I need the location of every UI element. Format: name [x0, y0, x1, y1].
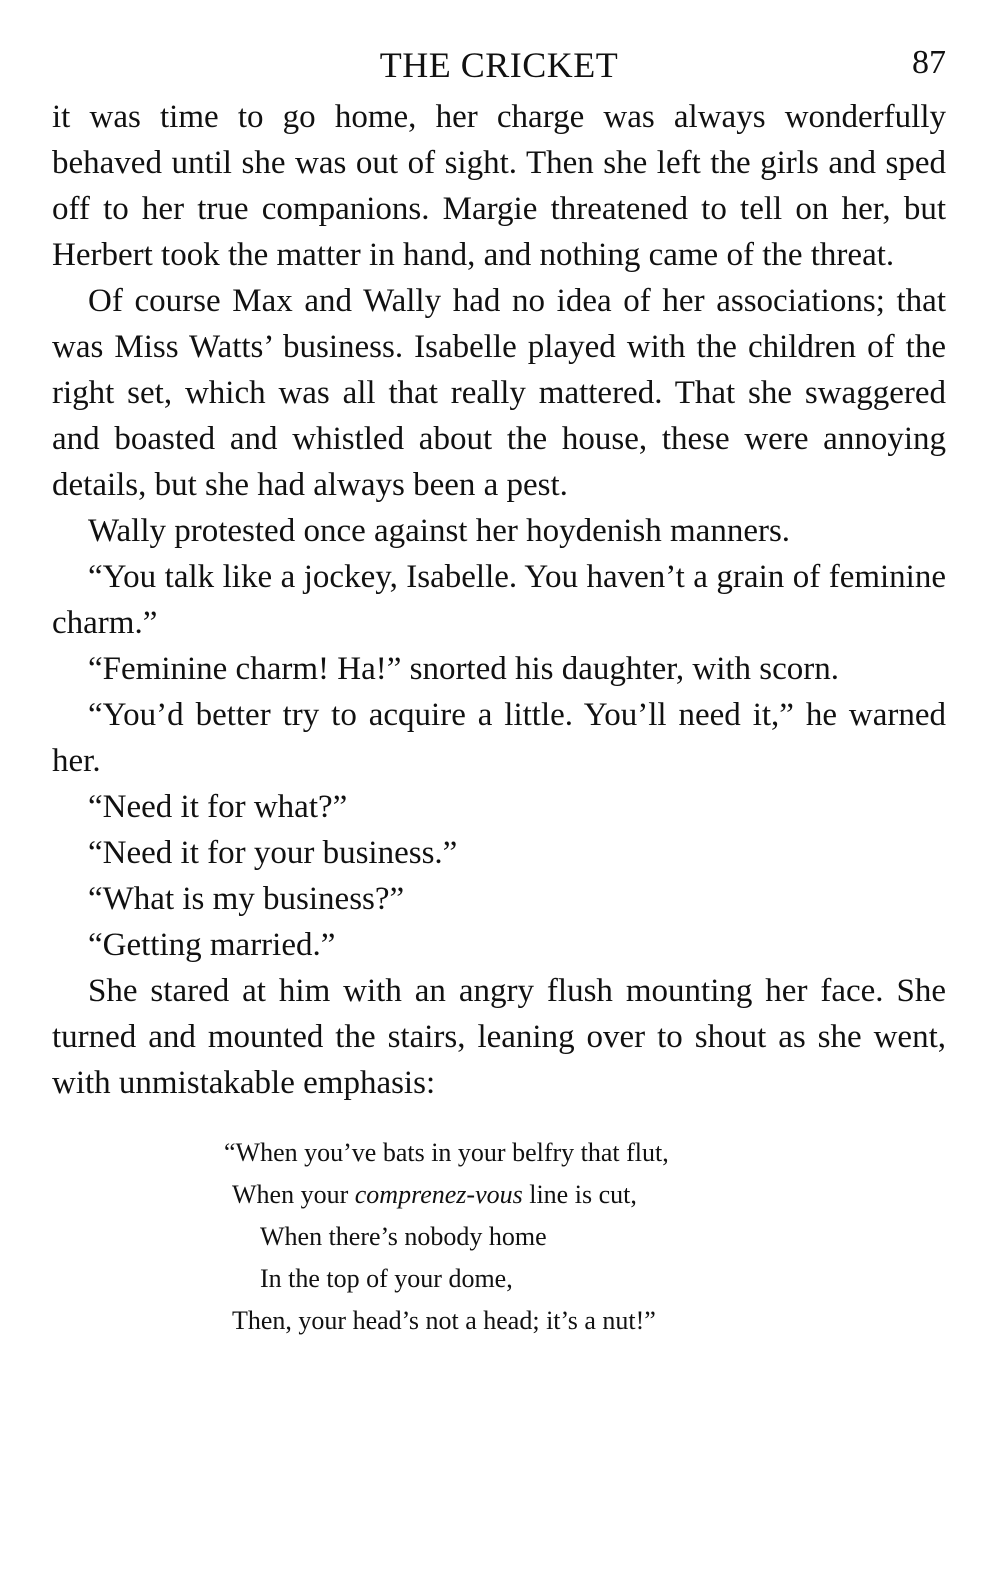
- book-page: [52, 38, 946, 1342]
- limerick-verse: [224, 1132, 946, 1342]
- verse-line: Then, your head’s not a head; it’s a nut!”: [232, 1306, 656, 1335]
- verse-line: When there’s nobody home: [260, 1222, 547, 1251]
- verse-text: line is cut,: [522, 1180, 637, 1209]
- dialogue-paragraph: “You’d better try to acquire a little. You’ll need it,” he warned her.: [52, 697, 946, 779]
- verse-text: When your: [232, 1180, 355, 1209]
- verse-italic-phrase: comprenez-vous: [354, 1180, 523, 1209]
- page-header: [52, 38, 946, 94]
- paragraph: Of course Max and Wally had no idea of her associations; that was Miss Watts’ business. Isabelle played with the children of the right set, which was all that really mattered. That she swaggered and boasted and whistled about the house, these were annoying details, but she had always been a pest.: [52, 283, 946, 503]
- verse-line: “When you’ve bats in your belfry that flut,: [224, 1138, 669, 1167]
- running-title: THE CRICKET: [379, 45, 619, 85]
- dialogue-paragraph: “What is my business?”: [88, 881, 405, 917]
- dialogue-paragraph: “Need it for your business.”: [88, 835, 458, 871]
- dialogue-paragraph: “Getting married.”: [88, 927, 336, 963]
- verse-line: [232, 1174, 946, 1216]
- paragraph: She stared at him with an angry flush mounting her face. She turned and mounted the stairs, leaning over to shout as she went, with unmistakable emphasis:: [52, 973, 946, 1101]
- dialogue-paragraph: “You talk like a jockey, Isabelle. You haven’t a grain of feminine charm.”: [52, 559, 946, 641]
- dialogue-paragraph: “Need it for what?”: [88, 789, 348, 825]
- paragraph: Wally protested once against her hoydenish manners.: [88, 513, 791, 549]
- dialogue-paragraph: “Feminine charm! Ha!” snorted his daughter, with scorn.: [88, 651, 840, 687]
- page-number: 87: [912, 44, 946, 81]
- verse-line: In the top of your dome,: [260, 1264, 513, 1293]
- paragraph-continued: it was time to go home, her charge was always wonderfully behaved until she was out of sight. Then she left the girls and sped off to her true companions. Margie threatened to tell on her, but Herbert took the matter in hand, and nothing came of the threat.: [52, 99, 946, 273]
- body-text: [52, 94, 946, 1106]
